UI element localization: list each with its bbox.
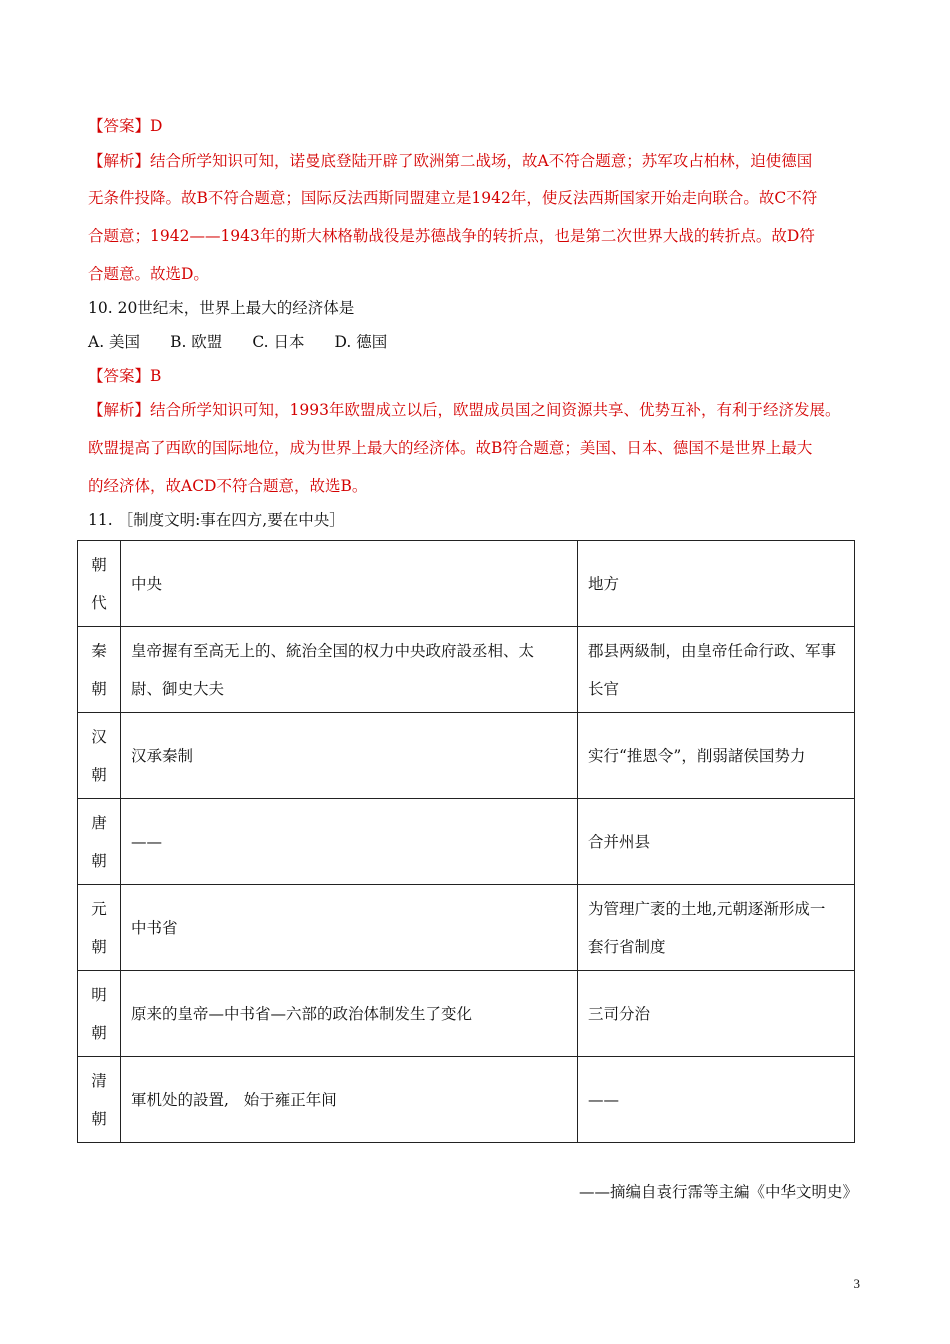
local-cell: 合并州县 (578, 799, 855, 885)
q10-analysis-line-2: 欧盟提高了西欧的国际地位，成为世界上最大的经济体。故B符合题意；美国、日本、德国不是世界上最大 (88, 439, 813, 457)
q11-stem: 11. ［制度文明:事在四方,要在中央］ (88, 511, 345, 529)
dynasty-cell: 明 朝 (78, 971, 121, 1057)
page-number: 3 (853, 1276, 860, 1291)
dynasty-cell: 汉 朝 (78, 713, 121, 799)
q10-analysis-line-1: 【解析】结合所学知识可知，1993年欧盟成立以后，欧盟成员国之间资源共享、优势互补，有利于经济发展。 (88, 401, 841, 419)
q9-analysis-line-4: 合题意。故选D。 (88, 265, 209, 283)
q10-option-d: D. 德国 (334, 333, 388, 351)
table-header-row (78, 541, 855, 627)
header-central: 中央 (121, 541, 578, 627)
table-row (78, 713, 855, 799)
q10-stem: 10. 20世纪末，世界上最大的经济体是 (88, 299, 355, 317)
q10-analysis-tag: 【解析】 (88, 401, 151, 419)
q10-option-c: C. 日本 (252, 333, 305, 351)
header-local: 地方 (578, 541, 855, 627)
q10-answer-line (88, 365, 161, 387)
q9-answer-line (88, 115, 162, 137)
local-cell: 三司分治 (578, 971, 855, 1057)
central-cell: 皇帝握有至高无上的、統治全国的权力中央政府設丞相、太 尉、御史大夫 (121, 627, 578, 713)
central-cell: 中书省 (121, 885, 578, 971)
q10-options (88, 331, 417, 353)
q9-answer-tag: 【答案】 (88, 117, 151, 135)
q9-answer: D (150, 117, 163, 135)
table-row (78, 627, 855, 713)
dynasty-cell: 元 朝 (78, 885, 121, 971)
q10-option-b: B. 欧盟 (170, 333, 223, 351)
q10-option-a: A. 美国 (88, 333, 141, 351)
q9-analysis-tag: 【解析】 (88, 152, 151, 170)
q10-answer: B (150, 367, 162, 385)
local-cell: 郡县两級制，由皇帝任命行政、军事 长官 (578, 627, 855, 713)
header-dynasty: 朝 代 (78, 541, 121, 627)
dynasty-cell: 唐 朝 (78, 799, 121, 885)
central-cell: 原来的皇帝—中书省—六部的政治体制发生了变化 (121, 971, 578, 1057)
q10-answer-tag: 【答案】 (88, 367, 151, 385)
q9-analysis-line-1: 【解析】结合所学知识可知，诺曼底登陆开辟了欧洲第二战场，故A不符合题意；苏军攻占柏林，迫使德国 (88, 152, 813, 170)
table-source: ——摘编自袁行霈等主編《中华文明史》 (578, 1183, 858, 1201)
central-cell: 汉承秦制 (121, 713, 578, 799)
table-row (78, 885, 855, 971)
dynasty-cell: 秦 朝 (78, 627, 121, 713)
central-cell: —— (121, 799, 578, 885)
table-row (78, 971, 855, 1057)
table-row (78, 1057, 855, 1143)
q10-analysis-line-3: 的经济体，故ACD不符合题意，故选B。 (88, 477, 368, 495)
local-cell: 实行“推恩令”，削弱諸侯国势力 (578, 713, 855, 799)
central-cell: 軍机处的設置, 始于雍正年间 (121, 1057, 578, 1143)
local-cell: —— (578, 1057, 855, 1143)
q9-analysis-line-2: 无条件投降。故B不符合题意；国际反法西斯同盟建立是1942年，使反法西斯国家开始走向联合。故C不符 (88, 189, 818, 207)
q9-analysis-line-3: 合题意；1942——1943年的斯大林格勒战役是苏德战争的转折点，也是第二次世界大战的转折点。故D符 (88, 227, 815, 245)
table-row (78, 799, 855, 885)
local-cell: 为管理广袤的土地,元朝逐渐形成一 套行省制度 (578, 885, 855, 971)
dynasty-cell: 清 朝 (78, 1057, 121, 1143)
dynasty-table (77, 540, 855, 1143)
